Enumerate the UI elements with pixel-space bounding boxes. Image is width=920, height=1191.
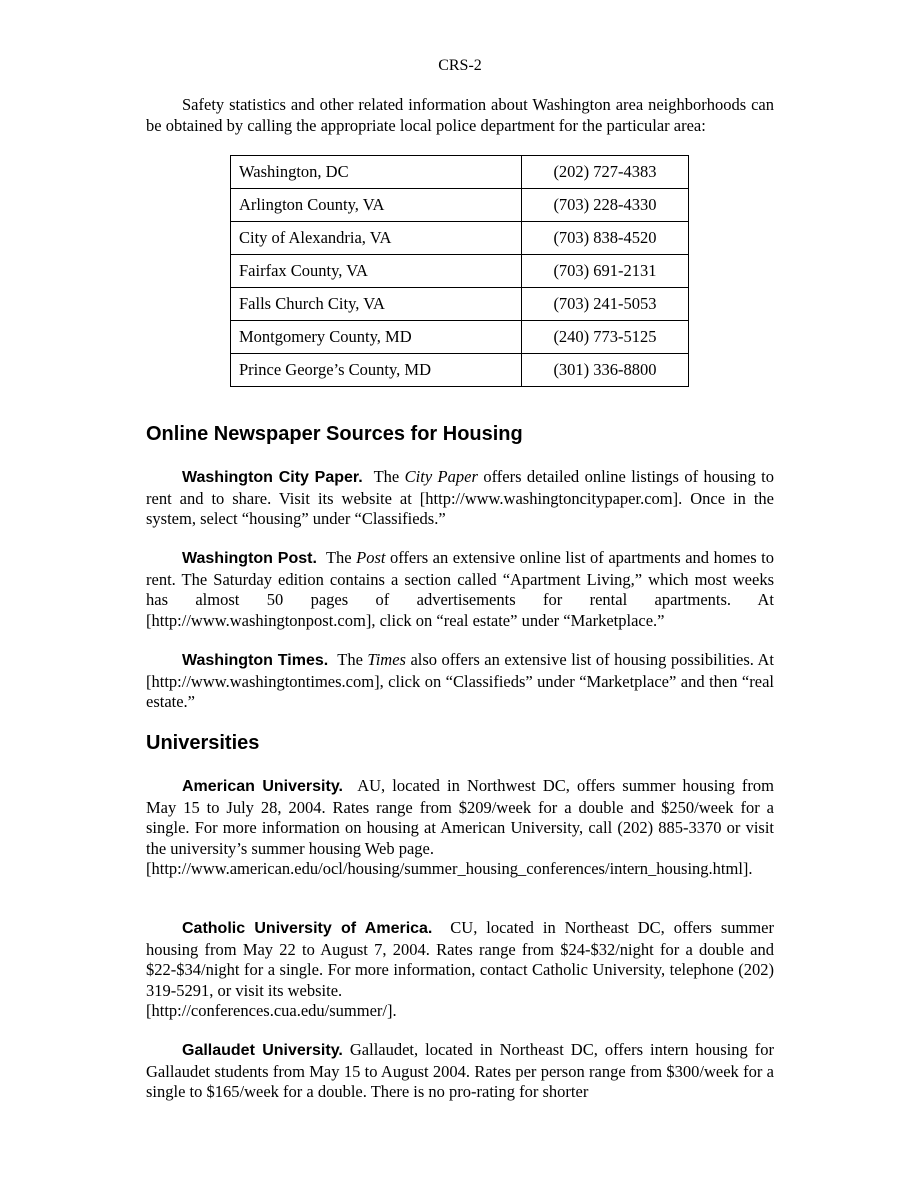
table-row (231, 255, 689, 288)
police-location-cell: Washington, DC (231, 156, 522, 189)
american-title: American University. (182, 778, 343, 795)
police-phone-cell: (703) 241-5053 (522, 288, 689, 321)
police-phone-cell: (703) 838-4520 (522, 222, 689, 255)
catholic-url: [http://conferences.cua.edu/summer/]. (146, 1001, 397, 1020)
universities-heading: Universities (146, 732, 260, 754)
police-location-cell: Prince George’s County, MD (231, 354, 522, 387)
catholic-text: CU, located in Northeast DC, offers summer housing from May 22 to August 7, 2004. Rates range from $24-$32/night for a double and $22-$34/night for a single. For more information, contact Catholic University, telephone (202) 319-5291, or visit its website. (146, 918, 774, 1000)
intro-paragraph (146, 95, 774, 136)
american-text: AU, located in Northwest DC, offers summer housing from May 15 to July 28, 2004. Rates range from $209/week for a double and $250/week for a single. For more information on housing at American University, call (202) 885-3370 or visit the university’s summer housing Web page. (146, 776, 774, 858)
intro-text: Safety statistics and other related information about Washington area neighborhoods can be obtained by calling the appropriate local police department for the particular area: (146, 95, 774, 135)
police-contact-table (230, 155, 689, 387)
gallaudet-title: Gallaudet University. (182, 1042, 343, 1059)
city-paper-em: City Paper (404, 467, 478, 486)
catholic-university-entry (146, 918, 774, 1022)
city-paper-entry: Washington City Paper. The City Paper offers detailed online listings of housing to rent and to share. Visit its website at [http://www.washingtoncitypaper.com]. Once in the system, select “housing” under “Classifieds.” (146, 467, 775, 528)
american-url: [http://www.american.edu/ocl/housing/summer_housing_conferences/intern_housing.html]. (146, 859, 753, 878)
city-paper-title: Washington City Paper. (182, 469, 363, 486)
gallaudet-university-entry (146, 1040, 774, 1103)
gallaudet-text: Gallaudet, located in Northeast DC, offers intern housing for Gallaudet students from May 15 to August 2004. Rates per person range from $300/week for a single to $165/week for a double. There is no pro-rating for shorter (146, 1040, 775, 1101)
police-phone-cell: (240) 773-5125 (522, 321, 689, 354)
police-phone-cell: (703) 691-2131 (522, 255, 689, 288)
catholic-title: Catholic University of America. (182, 920, 433, 937)
police-phone-cell: (301) 336-8800 (522, 354, 689, 387)
page-header: CRS-2 (438, 57, 482, 74)
post-entry: Washington Post. The Post offers an extensive online list of apartments and homes to rent. The Saturday edition contains a section called “Apartment Living,” which most weeks has almost 50 pages of advertisements for rental apartments. At [http://www.washingtonpost.com], click on “real estate” under “Marketplace.” (146, 548, 774, 630)
police-location-cell: Arlington County, VA (231, 189, 522, 222)
times-text: also offers an extensive list of housing possibilities. At [http://www.washingtontimes.com], click on “Classifieds” under “Marketplace” and then “real estate.” (146, 650, 775, 711)
post-em: Post (356, 548, 386, 567)
table-row (231, 222, 689, 255)
police-location-cell: Falls Church City, VA (231, 288, 522, 321)
table-row (231, 189, 689, 222)
police-location-cell: Montgomery County, MD (231, 321, 522, 354)
police-phone-cell: (703) 228-4330 (522, 189, 689, 222)
table-row (231, 321, 689, 354)
police-location-cell: Fairfax County, VA (231, 255, 522, 288)
newspapers-heading: Online Newspaper Sources for Housing (146, 423, 523, 445)
table-row (231, 288, 689, 321)
american-university-entry (146, 776, 774, 880)
times-em: Times (367, 650, 406, 669)
table-row (231, 354, 689, 387)
police-phone-cell: (202) 727-4383 (522, 156, 689, 189)
post-text: offers an extensive online list of apartments and homes to rent. The Saturday edition contains a section called “Apartment Living,” which most weeks has almost 50 pages of advertisements for rental apartments. At [http://www.washingtonpost.com], click on “real estate” under “Marketplace.” (146, 548, 774, 630)
times-title: Washington Times. (182, 652, 329, 669)
police-location-cell: City of Alexandria, VA (231, 222, 522, 255)
times-entry: Washington Times. The Times also offers an extensive list of housing possibilities. At [http://www.washingtontimes.com], click on “Classifieds” under “Marketplace” and then “real estate.” (146, 650, 775, 711)
city-paper-text: offers detailed online listings of housing to rent and to share. Visit its website at [http://www.washingtoncitypaper.com]. Once in the system, select “housing” under “Classifieds.” (146, 467, 775, 528)
post-title: Washington Post. (182, 550, 317, 567)
table-row (231, 156, 689, 189)
